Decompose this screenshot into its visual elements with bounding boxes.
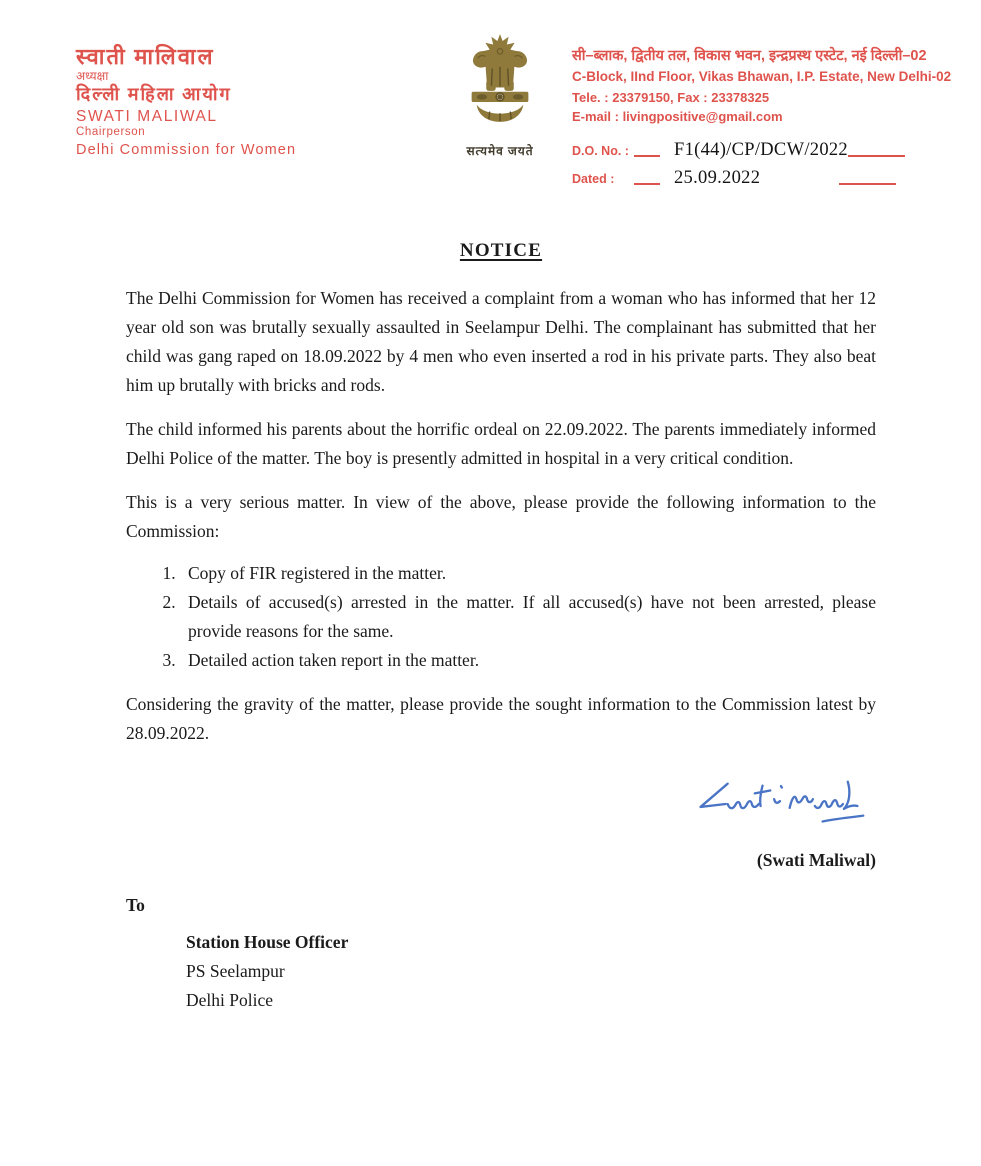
national-emblem-block [448,32,552,159]
chairperson-title-hindi: अध्यक्षा [76,69,109,84]
dated-value: 25.09.2022 [674,168,761,189]
email-line: E-mail : livingpositive@gmail.com [572,108,783,124]
recipient-station: PS Seelampur [186,961,285,981]
dated-blank-line [634,183,660,185]
signature-row [126,774,876,836]
chairperson-name-hindi: स्वाती मालिवाल [76,44,215,69]
paragraph-child-condition: The child informed his parents about the horrific ordeal on 22.09.2022. The parents immediately informed Delhi Police of the matter. The boy is presently admitted in hospital in a very critical condition. [126,419,876,468]
signatory-name: (Swati Maliwal) [756,850,876,870]
do-number-right-line [848,155,905,157]
commission-name-hindi: दिल्ली महिला आयोग [76,83,232,104]
list-item-fir-copy: 1. Copy of FIR registered in the matter. [180,559,876,588]
do-number-label: D.O. No. : [572,144,629,159]
recipient-force: Delhi Police [186,990,273,1010]
to-label: To [126,895,145,915]
dated-right-line [839,183,896,185]
paragraph-information-request: This is a very serious matter. In view of the above, please provide the following information to the Commission: [126,492,876,541]
do-number-blank-line [634,155,660,157]
paragraph-complaint-summary: The Delhi Commission for Women has received a complaint from a woman who has informed that her 12 year old son was brutally sexually assaulted in Seelampur Delhi. The complainant has submitted that her child was gang raped on 18.09.2022 by 4 men who even inserted a rod in his private parts. They also beat him up brutally with bricks and rods. [126,288,876,395]
dated-label: Dated : [572,172,615,187]
telephone-fax-line: Tele. : 23379150, Fax : 23378325 [572,89,770,105]
recipient-officer: Station House Officer [186,932,349,952]
reference-block [572,140,972,189]
office-address-hindi: सी–ब्लाक, द्वितीय तल, विकास भवन, इन्द्रप्रस्थ एस्टेट, नई दिल्ली–02 [572,48,927,64]
requested-information-list [156,559,876,675]
recipient-address-block [186,928,876,1015]
office-address-english: C-Block, IInd Floor, Vikas Bhawan, I.P. Estate, New Delhi-02 [572,68,952,84]
dated-row [572,168,972,189]
do-number-row [572,140,972,161]
chairperson-name-english: SWATI MALIWAL [76,108,218,126]
notice-title: NOTICE [459,240,543,261]
list-item-accused-details: 2. Details of accused(s) arrested in the matter. If all accused(s) have not been arrested, please provide reasons for the same. [180,588,876,646]
letterhead-left-block [76,44,416,159]
emblem-motto-satyamev-jayate: सत्यमेव जयते [466,144,534,158]
paragraph-deadline: Considering the gravity of the matter, please provide the sought information to the Commission latest by 28.09.2022. [126,694,876,743]
letter-body [126,240,876,1015]
chairperson-title-english: Chairperson [76,126,146,139]
do-number-value: F1(44)/CP/DCW/2022 [674,140,848,161]
lion-capital-of-ashoka-icon [457,32,543,136]
commission-name-english: Delhi Commission for Women [76,141,297,158]
list-item-action-report: 3. Detailed action taken report in the matter. [180,646,876,675]
letterhead-right-block [572,47,972,189]
handwritten-signature-icon [684,774,874,836]
